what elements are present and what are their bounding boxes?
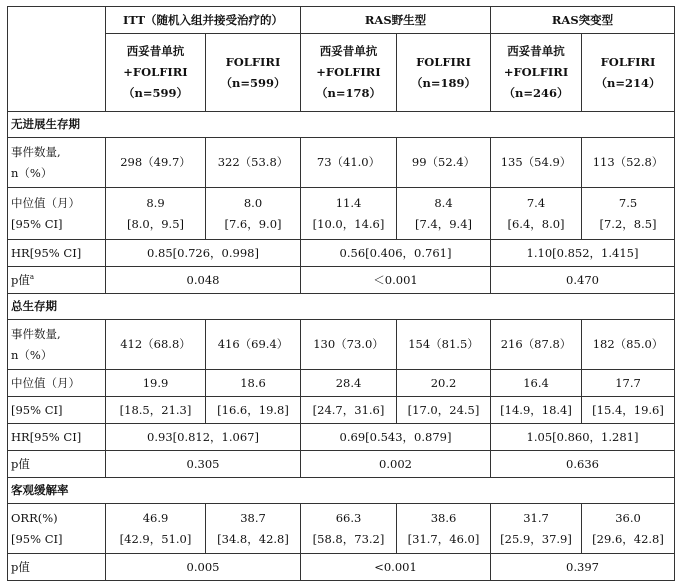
orr-value: 66.3 <box>335 510 362 525</box>
os-median-row <box>8 370 675 397</box>
value-cell: 135（54.9） <box>491 138 582 188</box>
arm-header <box>106 34 206 112</box>
value-cell <box>206 504 301 554</box>
ci-value: [29.6，42.8] <box>592 531 664 546</box>
value-cell <box>301 188 397 240</box>
section-row-os <box>8 294 675 320</box>
row-label <box>8 267 106 294</box>
os-ci-row <box>8 397 675 424</box>
ci-value: [14.9，18.4] <box>491 397 582 424</box>
row-label-line: 事件数量, <box>11 326 61 341</box>
arm-drug-line: 西妥昔单抗 <box>126 44 185 58</box>
value-cell <box>397 188 491 240</box>
median-value: 7.4 <box>526 195 546 210</box>
p-cell: 0.636 <box>491 451 675 478</box>
arm-header-row <box>8 34 675 112</box>
corner-cell <box>8 7 106 112</box>
hr-cell: 0.85[0.726，0.998] <box>106 240 301 267</box>
row-label: p值 <box>8 554 106 581</box>
median-value: 18.6 <box>206 370 301 397</box>
value-cell: 298（49.7） <box>106 138 206 188</box>
p-cell: 0.305 <box>106 451 301 478</box>
arm-n: （n=214） <box>595 75 661 90</box>
hr-cell: 1.10[0.852，1.415] <box>491 240 675 267</box>
value-cell: 322（53.8） <box>206 138 301 188</box>
ci-value: [15.4，19.6] <box>582 397 675 424</box>
value-cell: 113（52.8） <box>582 138 675 188</box>
arm-header <box>582 34 675 112</box>
section-title: 无进展生存期 <box>8 112 675 138</box>
ci-value: [34.8，42.8] <box>217 531 289 546</box>
median-value: 8.4 <box>434 195 453 210</box>
arm-n: （n=599） <box>220 75 286 90</box>
p-cell: 0.005 <box>106 554 301 581</box>
arm-header <box>397 34 491 112</box>
group-itt: ITT（随机入组并接受治疗的） <box>106 7 301 34</box>
median-value: 11.4 <box>335 195 362 210</box>
row-label <box>8 320 106 370</box>
row-label-line: [95% CI] <box>11 216 63 231</box>
group-header-row <box>8 7 675 34</box>
row-label <box>8 188 106 240</box>
value-cell <box>106 188 206 240</box>
row-label <box>8 138 106 188</box>
p-cell: 0.002 <box>301 451 491 478</box>
pfs-events-row <box>8 138 675 188</box>
group-ras-wild: RAS野生型 <box>301 7 491 34</box>
ci-value: [42.9，51.0] <box>119 531 192 546</box>
ci-value: [24.7，31.6] <box>301 397 397 424</box>
row-label-text: p值 <box>11 272 30 287</box>
row-label-line: n（%） <box>11 347 53 362</box>
arm-drug-line: +FOLFIRI <box>503 65 569 79</box>
value-cell <box>582 504 675 554</box>
orr-row <box>8 504 675 554</box>
value-cell <box>106 504 206 554</box>
row-label: HR[95% CI] <box>8 424 106 451</box>
arm-n: （n=599） <box>122 86 188 100</box>
p-cell: <0.001 <box>301 554 491 581</box>
ci-value: [16.6，19.8] <box>206 397 301 424</box>
row-label-line: 中位值（月） <box>11 195 80 210</box>
ci-value: [6.4，8.0] <box>507 216 565 231</box>
ci-value: [8.0，9.5] <box>126 216 185 231</box>
hr-cell: 1.05[0.860，1.281] <box>491 424 675 451</box>
row-label-line: ORR(%) <box>11 510 58 525</box>
value-cell <box>582 188 675 240</box>
arm-n: （n=246） <box>503 86 569 100</box>
value-cell: 216（87.8） <box>491 320 582 370</box>
efficacy-results-table <box>7 6 675 581</box>
median-value: 7.5 <box>618 195 638 210</box>
orr-value: 46.9 <box>142 510 169 525</box>
median-value: 28.4 <box>301 370 397 397</box>
row-label-line: n（%） <box>11 165 53 180</box>
value-cell: 412（68.8） <box>106 320 206 370</box>
ci-value: [7.6，9.0] <box>224 216 282 231</box>
orr-value: 38.6 <box>430 510 457 525</box>
value-cell <box>397 504 491 554</box>
ci-value: [10.0，14.6] <box>312 216 385 231</box>
section-row-pfs <box>8 112 675 138</box>
arm-n: （n=178） <box>315 86 381 100</box>
hr-cell: 0.93[0.812，1.067] <box>106 424 301 451</box>
median-value: 16.4 <box>491 370 582 397</box>
pfs-p-row <box>8 267 675 294</box>
median-value: 20.2 <box>397 370 491 397</box>
arm-header <box>491 34 582 112</box>
value-cell <box>206 188 301 240</box>
row-label-line: 事件数量, <box>11 144 61 159</box>
value-cell <box>491 188 582 240</box>
pfs-median-row <box>8 188 675 240</box>
arm-n: （n=189） <box>411 75 477 90</box>
value-cell: 73（41.0） <box>301 138 397 188</box>
section-row-orr <box>8 478 675 504</box>
hr-cell: 0.56[0.406，0.761] <box>301 240 491 267</box>
row-label: p值 <box>8 451 106 478</box>
row-label: 中位值（月） <box>8 370 106 397</box>
value-cell <box>491 504 582 554</box>
value-cell: 154（81.5） <box>397 320 491 370</box>
orr-value: 36.0 <box>615 510 641 525</box>
p-cell: ＜0.001 <box>301 267 491 294</box>
os-hr-row <box>8 424 675 451</box>
orr-p-row <box>8 554 675 581</box>
arm-drug-line: +FOLFIRI <box>316 65 381 79</box>
ci-value: [25.9，37.9] <box>500 531 572 546</box>
ci-value: [7.2，8.5] <box>599 216 657 231</box>
ci-value: [7.4，9.4] <box>414 216 473 231</box>
arm-drug-line: 西妥昔单抗 <box>319 44 378 58</box>
os-p-row <box>8 451 675 478</box>
ci-value: [31.7，46.0] <box>407 531 480 546</box>
p-cell: 0.397 <box>491 554 675 581</box>
ci-value: [58.8，73.2] <box>312 531 385 546</box>
ci-value: [17.0，24.5] <box>397 397 491 424</box>
value-cell: 130（73.0） <box>301 320 397 370</box>
value-cell: 182（85.0） <box>582 320 675 370</box>
arm-drug-line: +FOLFIRI <box>123 65 188 79</box>
row-label: [95% CI] <box>8 397 106 424</box>
p-cell: 0.470 <box>491 267 675 294</box>
os-events-row <box>8 320 675 370</box>
arm-header <box>301 34 397 112</box>
pfs-hr-row <box>8 240 675 267</box>
p-cell: 0.048 <box>106 267 301 294</box>
median-value: 8.0 <box>243 195 263 210</box>
group-ras-mutant: RAS突变型 <box>491 7 675 34</box>
orr-value: 38.7 <box>240 510 266 525</box>
median-value: 19.9 <box>106 370 206 397</box>
row-label-line: [95% CI] <box>11 531 63 546</box>
section-title: 总生存期 <box>8 294 675 320</box>
ci-value: [18.5，21.3] <box>106 397 206 424</box>
arm-header <box>206 34 301 112</box>
arm-drug-line: 西妥昔单抗 <box>507 44 565 58</box>
value-cell: 416（69.4） <box>206 320 301 370</box>
arm-drug-line: FOLFIRI <box>225 54 281 69</box>
value-cell: 99（52.4） <box>397 138 491 188</box>
footnote-marker: a <box>29 272 35 281</box>
median-value: 8.9 <box>146 195 165 210</box>
median-value: 17.7 <box>582 370 675 397</box>
section-title: 客观缓解率 <box>8 478 675 504</box>
row-label <box>8 504 106 554</box>
value-cell <box>301 504 397 554</box>
hr-cell: 0.69[0.543，0.879] <box>301 424 491 451</box>
row-label: HR[95% CI] <box>8 240 106 267</box>
orr-value: 31.7 <box>523 510 549 525</box>
arm-drug-line: FOLFIRI <box>600 54 656 69</box>
arm-drug-line: FOLFIRI <box>416 54 471 69</box>
